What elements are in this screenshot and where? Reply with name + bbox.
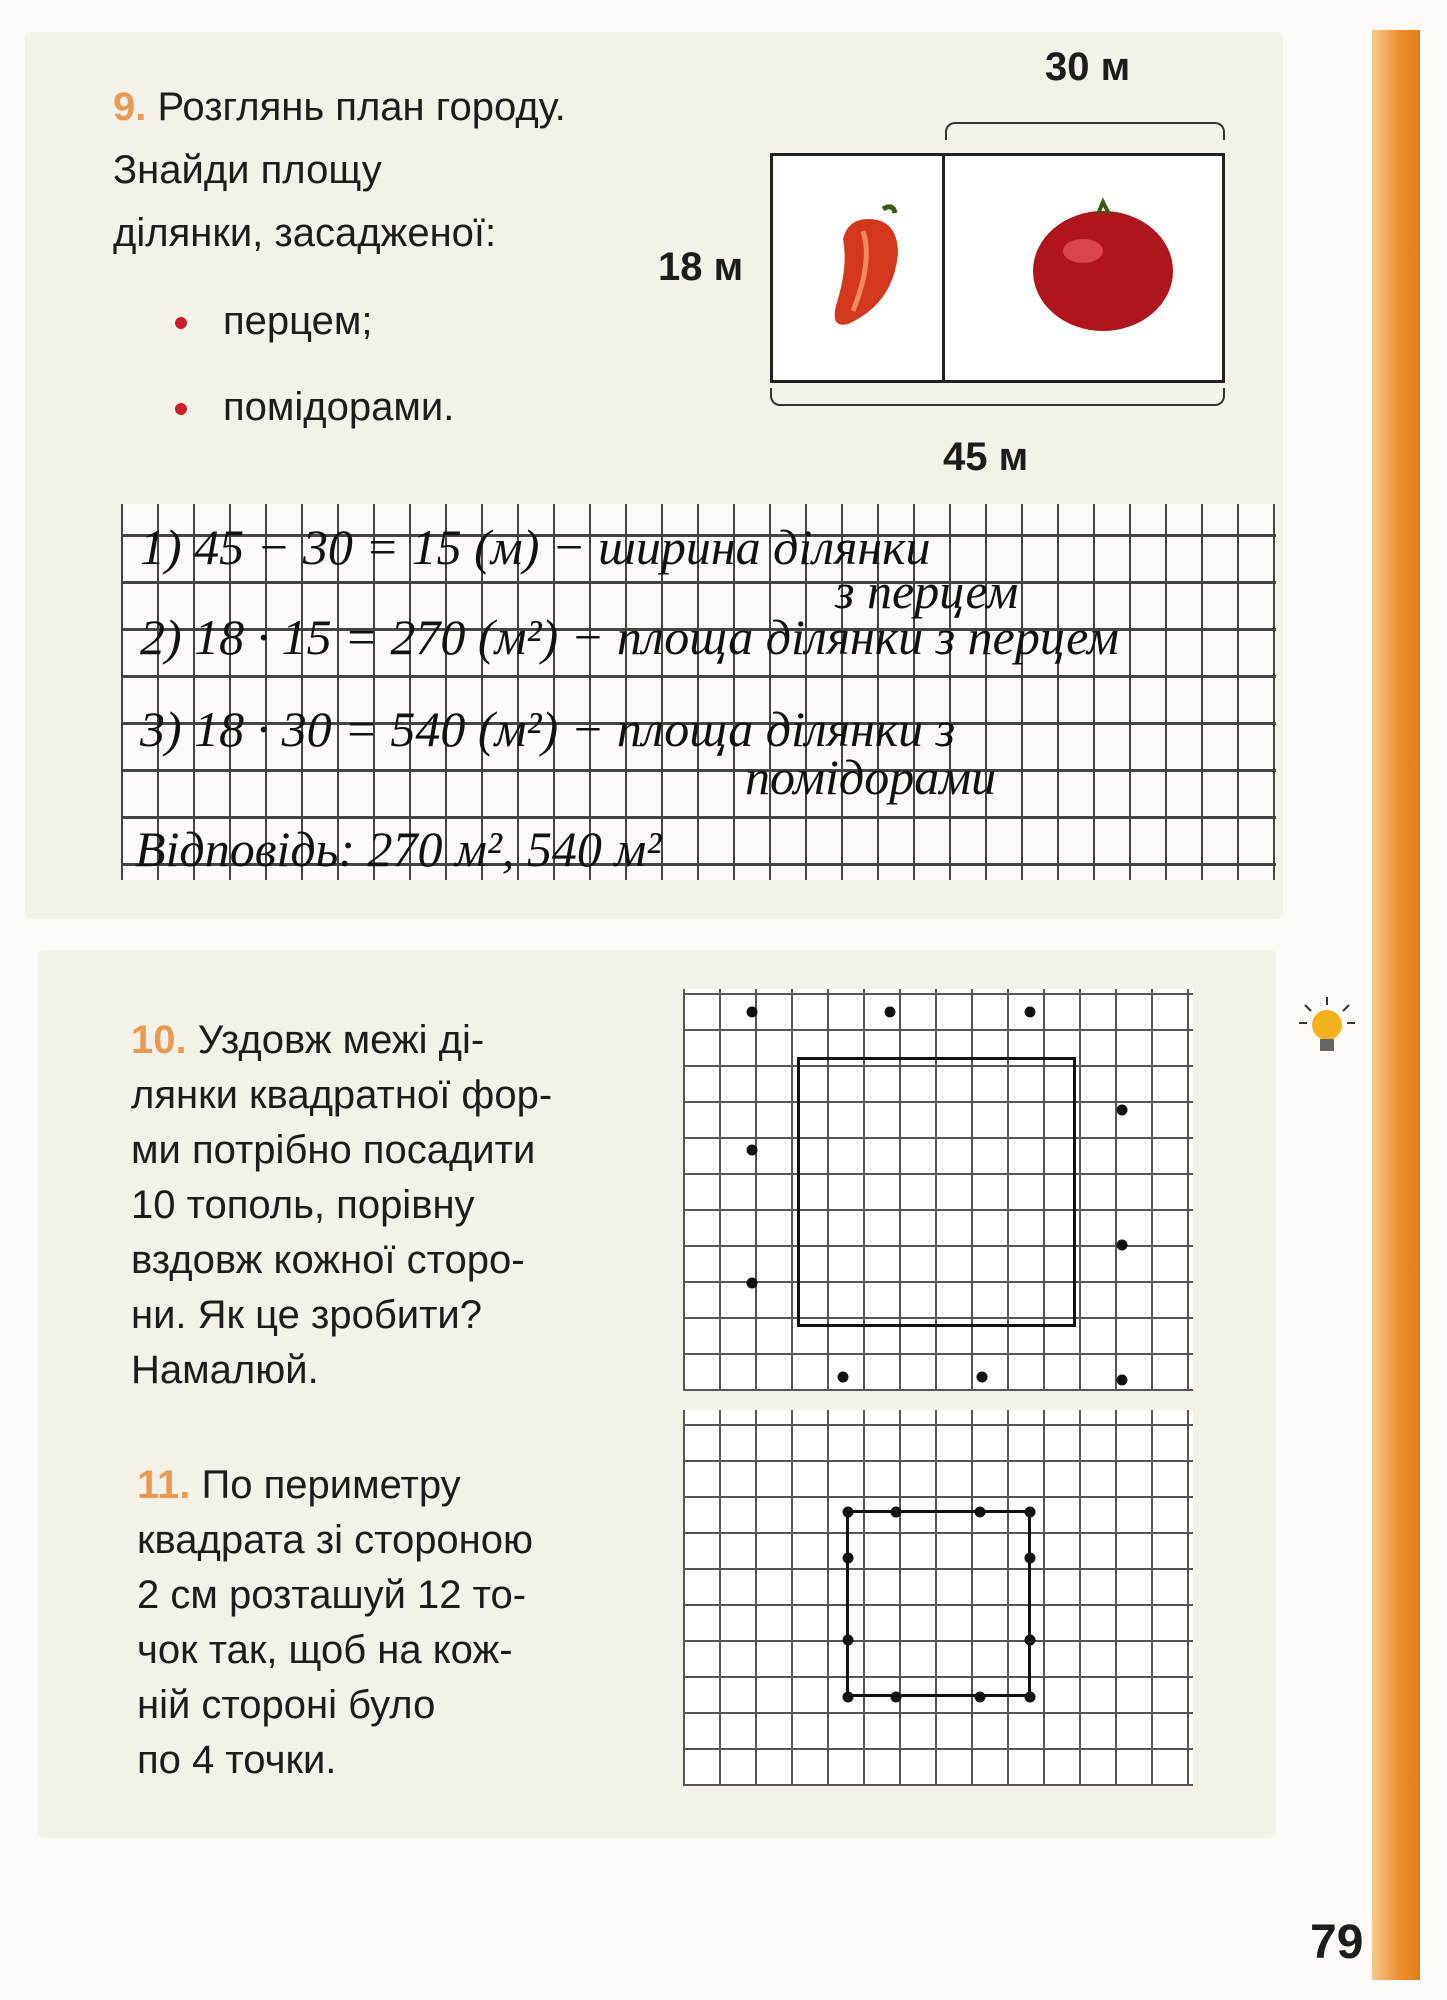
solution-answer: Відповідь: 270 м², 540 м² <box>135 821 662 877</box>
tree-dot <box>1117 1105 1128 1116</box>
solution-step-2: 2) 18 · 15 = 270 (м²) − площа ділянки з перцем <box>140 609 1119 665</box>
garden-plan <box>770 153 1225 383</box>
bullet-icon <box>175 403 187 415</box>
task-text: По периметру <box>201 1463 461 1507</box>
task-9-line-1 <box>113 80 566 135</box>
page-number: 79 <box>1310 1916 1364 1969</box>
top-dimension-label: 30 м <box>1045 45 1131 89</box>
tree-dot <box>1025 1007 1036 1018</box>
tree-dot <box>885 1007 896 1018</box>
task-11-line: по 4 точки. <box>137 1738 337 1782</box>
task-10-line: ми потрібно посадити <box>131 1128 536 1172</box>
task-10-grid <box>683 989 1193 1391</box>
solution-step-1-cont: з перцем <box>835 563 1019 619</box>
point-dot <box>843 1635 854 1646</box>
bullet-tomato <box>175 380 454 435</box>
task-10-line: вздовж кожної сторо- <box>131 1238 525 1282</box>
drawn-square <box>846 1510 1031 1697</box>
task-9-line-3: ділянки, засадженої: <box>113 211 497 255</box>
tree-dot <box>747 1145 758 1156</box>
point-dot <box>843 1553 854 1564</box>
task-number: 10. <box>131 1018 187 1062</box>
point-dot <box>843 1507 854 1518</box>
task-number: 11. <box>137 1463 191 1507</box>
point-dot <box>891 1692 902 1703</box>
task-11-grid <box>683 1410 1193 1786</box>
bullet-text: помідорами. <box>223 385 455 429</box>
task-11-line: чок так, щоб на кож- <box>137 1628 513 1672</box>
point-dot <box>1025 1692 1036 1703</box>
bottom-brace <box>770 388 1225 406</box>
task-9-line-2: Знайди площу <box>113 148 382 192</box>
lightbulb-icon <box>1297 995 1357 1065</box>
task-10-line-1 <box>131 1013 484 1068</box>
task-11-line: ній стороні було <box>137 1683 436 1727</box>
tree-dot <box>747 1278 758 1289</box>
task-10-line: 10 тополь, порівну <box>131 1183 475 1227</box>
plan-divider <box>942 156 945 380</box>
task-10-line: ни. Як це зробити? <box>131 1293 482 1337</box>
side-dimension-label: 18 м <box>658 245 744 289</box>
pepper-icon <box>828 201 908 331</box>
tomato-icon <box>1028 196 1178 336</box>
solution-step-3: 3) 18 · 30 = 540 (м²) − площа ділянки з <box>140 701 956 757</box>
task-text: Розглянь план городу. <box>157 85 566 129</box>
tree-dot <box>1117 1240 1128 1251</box>
task-11-line-1 <box>137 1458 461 1513</box>
tree-dot <box>838 1372 849 1383</box>
tree-dot <box>747 1007 758 1018</box>
tree-dot <box>977 1372 988 1383</box>
point-dot <box>1025 1553 1036 1564</box>
point-dot <box>975 1507 986 1518</box>
solution-step-1: 1) 45 − 30 = 15 (м) − ширина ділянки <box>140 519 931 575</box>
point-dot <box>1025 1507 1036 1518</box>
point-dot <box>975 1692 986 1703</box>
drawn-square <box>797 1057 1076 1327</box>
bullet-pepper <box>175 294 372 349</box>
task-11-line: 2 см розташуй 12 то- <box>137 1573 527 1617</box>
task-text: Уздовж межі ді- <box>197 1018 485 1062</box>
task-10-line: лянки квадратної фор- <box>131 1073 553 1117</box>
bullet-icon <box>175 317 187 329</box>
solution-step-3-cont: помідорами <box>745 749 997 805</box>
task-number: 9. <box>113 85 147 129</box>
task-10-line: Намалюй. <box>131 1348 319 1392</box>
point-dot <box>843 1692 854 1703</box>
bottom-dimension-label: 45 м <box>943 435 1029 479</box>
bullet-text: перцем; <box>223 299 373 343</box>
task-11-line: квадрата зі стороною <box>137 1518 534 1562</box>
page-edge-strip <box>1372 30 1420 1980</box>
point-dot <box>891 1507 902 1518</box>
tree-dot <box>1117 1375 1128 1386</box>
top-brace <box>945 122 1225 140</box>
point-dot <box>1025 1635 1036 1646</box>
